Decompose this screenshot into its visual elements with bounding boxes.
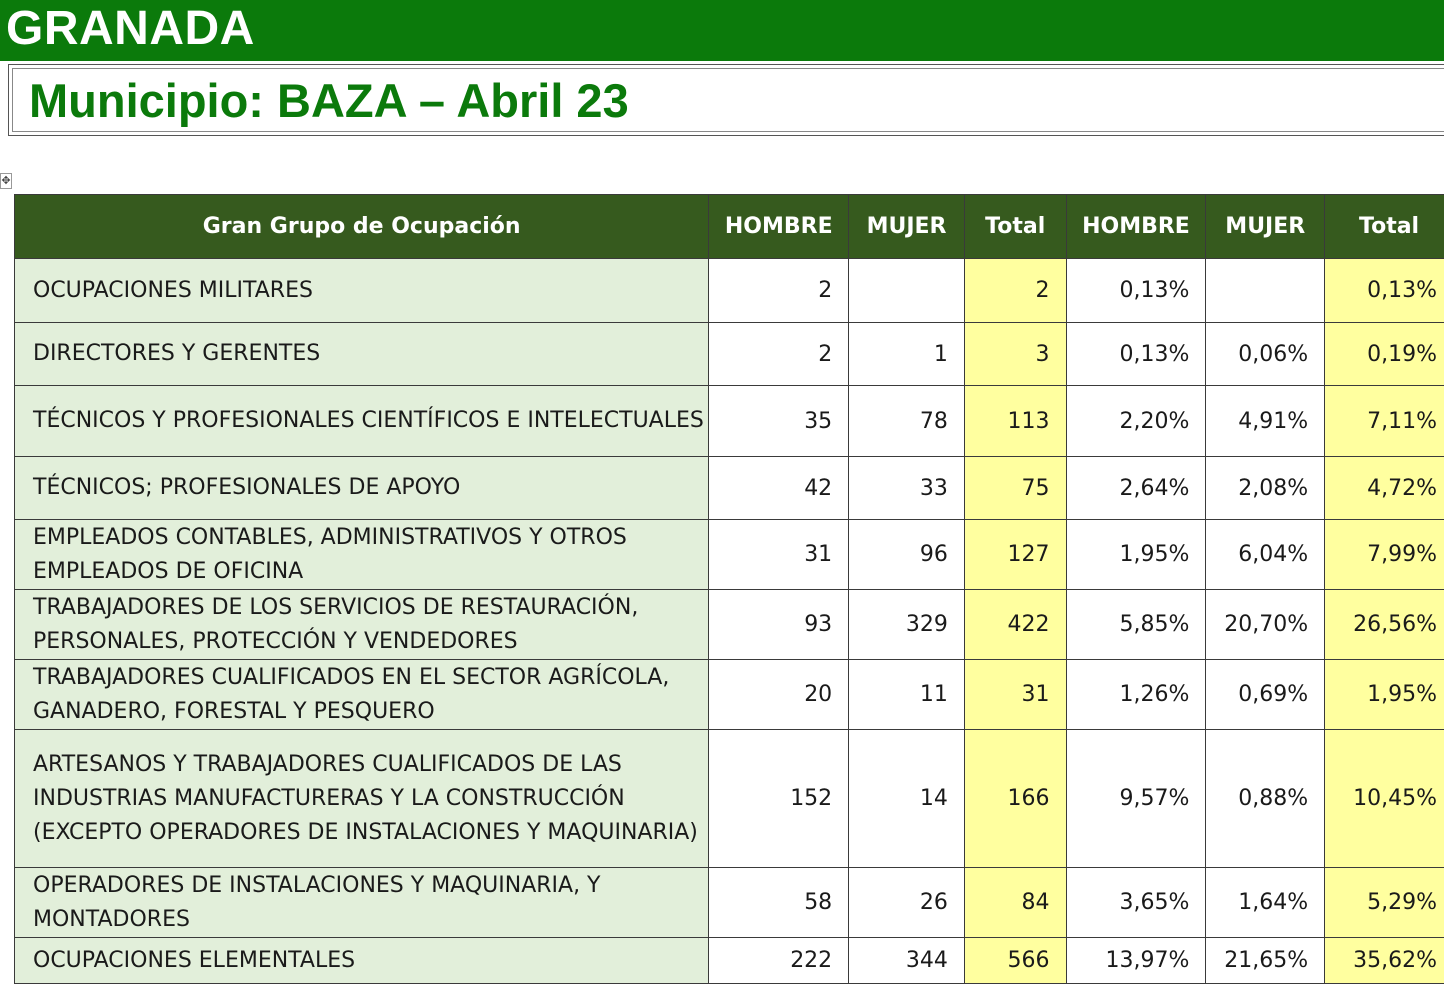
cell-pct-hombre: 5,85% xyxy=(1066,590,1206,660)
cell-pct-hombre: 0,13% xyxy=(1066,259,1206,323)
header-mujer: MUJER xyxy=(849,195,965,259)
cell-total: 166 xyxy=(964,730,1066,868)
region-banner xyxy=(0,0,1444,61)
row-label: TÉCNICOS Y PROFESIONALES CIENTÍFICOS E INTELECTUALES xyxy=(15,386,709,457)
cell-total: 31 xyxy=(964,660,1066,730)
cell-pct-total: 35,62% xyxy=(1325,938,1444,984)
cell-mujer: 329 xyxy=(849,590,965,660)
row-label: OCUPACIONES MILITARES xyxy=(15,259,709,323)
cell-pct-mujer: 4,91% xyxy=(1206,386,1325,457)
cell-pct-total: 1,95% xyxy=(1325,660,1444,730)
move-icon[interactable]: ✥ xyxy=(0,173,12,189)
cell-pct-total: 4,72% xyxy=(1325,457,1444,520)
cell-hombre: 42 xyxy=(709,457,849,520)
cell-pct-total: 7,11% xyxy=(1325,386,1444,457)
row-label: DIRECTORES Y GERENTES xyxy=(15,323,709,386)
cell-mujer xyxy=(849,259,965,323)
cell-total: 2 xyxy=(964,259,1066,323)
table-row xyxy=(15,386,1444,457)
cell-pct-mujer: 0,88% xyxy=(1206,730,1325,868)
cell-hombre: 2 xyxy=(709,323,849,386)
cell-pct-mujer xyxy=(1206,259,1325,323)
cell-total: 127 xyxy=(964,520,1066,590)
cell-pct-hombre: 3,65% xyxy=(1066,868,1206,938)
cell-pct-mujer: 6,04% xyxy=(1206,520,1325,590)
cell-total: 84 xyxy=(964,868,1066,938)
cell-hombre: 93 xyxy=(709,590,849,660)
region-name: GRANADA xyxy=(6,2,255,56)
cell-hombre: 35 xyxy=(709,386,849,457)
cell-mujer: 26 xyxy=(849,868,965,938)
table-row xyxy=(15,590,1444,660)
cell-pct-hombre: 2,20% xyxy=(1066,386,1206,457)
table-row xyxy=(15,259,1444,323)
cell-pct-hombre: 0,13% xyxy=(1066,323,1206,386)
cell-total: 75 xyxy=(964,457,1066,520)
cell-mujer: 33 xyxy=(849,457,965,520)
cell-pct-hombre: 1,95% xyxy=(1066,520,1206,590)
cell-mujer: 11 xyxy=(849,660,965,730)
header-pct-mujer: MUJER xyxy=(1206,195,1325,259)
table-row xyxy=(15,660,1444,730)
row-label: EMPLEADOS CONTABLES, ADMINISTRATIVOS Y OTROS EMPLEADOS DE OFICINA xyxy=(15,520,709,590)
row-label: TRABAJADORES CUALIFICADOS EN EL SECTOR AGRÍCOLA, GANADERO, FORESTAL Y PESQUERO xyxy=(15,660,709,730)
cell-pct-hombre: 1,26% xyxy=(1066,660,1206,730)
cell-hombre: 20 xyxy=(709,660,849,730)
cell-total: 113 xyxy=(964,386,1066,457)
cell-mujer: 96 xyxy=(849,520,965,590)
table-row xyxy=(15,730,1444,868)
cell-mujer: 1 xyxy=(849,323,965,386)
cell-total: 3 xyxy=(964,323,1066,386)
header-occupation-group: Gran Grupo de Ocupación xyxy=(15,195,709,259)
cell-pct-mujer: 0,06% xyxy=(1206,323,1325,386)
cell-pct-mujer: 1,64% xyxy=(1206,868,1325,938)
cell-hombre: 2 xyxy=(709,259,849,323)
cell-hombre: 152 xyxy=(709,730,849,868)
cell-hombre: 222 xyxy=(709,938,849,984)
row-label: ARTESANOS Y TRABAJADORES CUALIFICADOS DE LAS INDUSTRIAS MANUFACTURERAS Y LA CONSTRUCCIÓN (EXCEPTO OPERADORES DE INSTALACIONES Y MAQUINARIA) xyxy=(15,730,709,868)
table-row xyxy=(15,457,1444,520)
cell-pct-hombre: 13,97% xyxy=(1066,938,1206,984)
row-label: OCUPACIONES ELEMENTALES xyxy=(15,938,709,984)
cell-mujer: 78 xyxy=(849,386,965,457)
cell-mujer: 344 xyxy=(849,938,965,984)
table-header-row xyxy=(15,195,1444,259)
occupation-table xyxy=(14,194,1444,984)
cell-total: 422 xyxy=(964,590,1066,660)
cell-pct-mujer: 0,69% xyxy=(1206,660,1325,730)
header-pct-total: Total xyxy=(1325,195,1444,259)
cell-pct-hombre: 9,57% xyxy=(1066,730,1206,868)
cell-total: 566 xyxy=(964,938,1066,984)
cell-pct-total: 5,29% xyxy=(1325,868,1444,938)
table-row xyxy=(15,323,1444,386)
cell-hombre: 58 xyxy=(709,868,849,938)
table-row xyxy=(15,938,1444,984)
title-box xyxy=(8,64,1444,136)
header-total: Total xyxy=(964,195,1066,259)
cell-pct-total: 0,13% xyxy=(1325,259,1444,323)
header-hombre: HOMBRE xyxy=(709,195,849,259)
cell-hombre: 31 xyxy=(709,520,849,590)
header-pct-hombre: HOMBRE xyxy=(1066,195,1206,259)
cell-pct-total: 10,45% xyxy=(1325,730,1444,868)
cell-pct-total: 0,19% xyxy=(1325,323,1444,386)
cell-pct-total: 7,99% xyxy=(1325,520,1444,590)
cell-pct-mujer: 21,65% xyxy=(1206,938,1325,984)
cell-pct-total: 26,56% xyxy=(1325,590,1444,660)
table-row xyxy=(15,868,1444,938)
cell-pct-mujer: 20,70% xyxy=(1206,590,1325,660)
table-row xyxy=(15,520,1444,590)
cell-pct-mujer: 2,08% xyxy=(1206,457,1325,520)
row-label: TÉCNICOS; PROFESIONALES DE APOYO xyxy=(15,457,709,520)
cell-pct-hombre: 2,64% xyxy=(1066,457,1206,520)
cell-mujer: 14 xyxy=(849,730,965,868)
row-label: TRABAJADORES DE LOS SERVICIOS DE RESTAURACIÓN, PERSONALES, PROTECCIÓN Y VENDEDORES xyxy=(15,590,709,660)
row-label: OPERADORES DE INSTALACIONES Y MAQUINARIA, Y MONTADORES xyxy=(15,868,709,938)
page-title: Municipio: BAZA – Abril 23 xyxy=(29,73,629,129)
